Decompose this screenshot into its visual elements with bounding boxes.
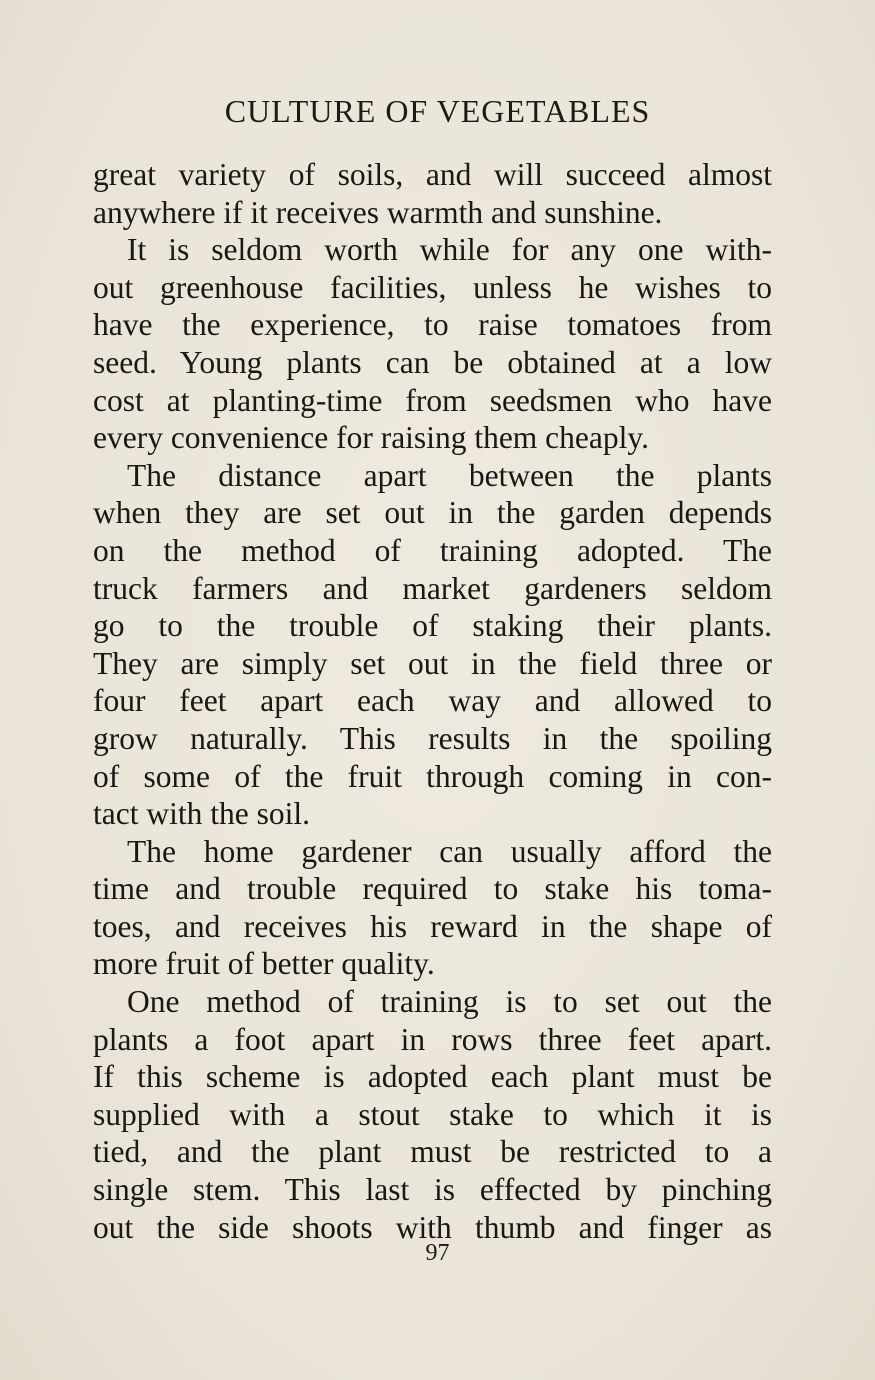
text-line: more fruit of better quality. [93, 946, 435, 982]
running-head: CULTURE OF VEGETABLES [224, 93, 651, 129]
text-line: They are simply set out in the field three or [93, 645, 772, 681]
text-line: seed. Young plants can be obtained at a low [93, 344, 772, 380]
text-line: One method of training is to set out the [127, 984, 772, 1020]
text-line: tact with the soil. [93, 796, 310, 832]
text-line: out the side shoots with thumb and finger as [93, 1209, 772, 1245]
text-line: cost at planting-time from seedsmen who have [93, 382, 772, 418]
page-number: 97 [425, 1240, 450, 1266]
paragraph [93, 457, 772, 833]
text-line: time and trouble required to stake his toma- [93, 871, 772, 907]
text-line: plants a foot apart in rows three feet apart. [93, 1021, 772, 1057]
text-line: out greenhouse facilities, unless he wishes to [93, 269, 772, 305]
paragraph [93, 156, 772, 231]
text-line: supplied with a stout stake to which it is [93, 1096, 772, 1132]
text-line: anywhere if it receives warmth and sunshine. [93, 194, 663, 230]
text-line: If this scheme is adopted each plant must be [93, 1059, 772, 1095]
text-line: The distance apart between the plants [127, 457, 772, 493]
text-line: go to the trouble of staking their plants. [93, 608, 772, 644]
text-line: when they are set out in the garden depends [93, 495, 772, 531]
text-line: It is seldom worth while for any one with- [127, 232, 772, 268]
text-line: have the experience, to raise tomatoes from [93, 307, 772, 343]
text-line: every convenience for raising them cheaply. [93, 420, 649, 456]
text-line: on the method of training adopted. The [93, 532, 772, 568]
text-line: of some of the fruit through coming in con- [93, 758, 772, 794]
text-line: four feet apart each way and allowed to [93, 683, 772, 719]
text-line: tied, and the plant must be restricted to a [93, 1134, 772, 1170]
text-line: truck farmers and market gardeners seldom [93, 570, 772, 606]
paragraph [93, 833, 772, 983]
text-line: single stem. This last is effected by pinching [93, 1172, 772, 1208]
text-line: toes, and receives his reward in the shape of [93, 908, 772, 944]
paragraph [93, 983, 772, 1246]
text-line: grow naturally. This results in the spoiling [93, 720, 772, 756]
text-line: The home gardener can usually afford the [127, 833, 772, 869]
body-text [93, 156, 772, 1246]
paragraph [93, 231, 772, 457]
text-line: great variety of soils, and will succeed almost [93, 157, 772, 192]
